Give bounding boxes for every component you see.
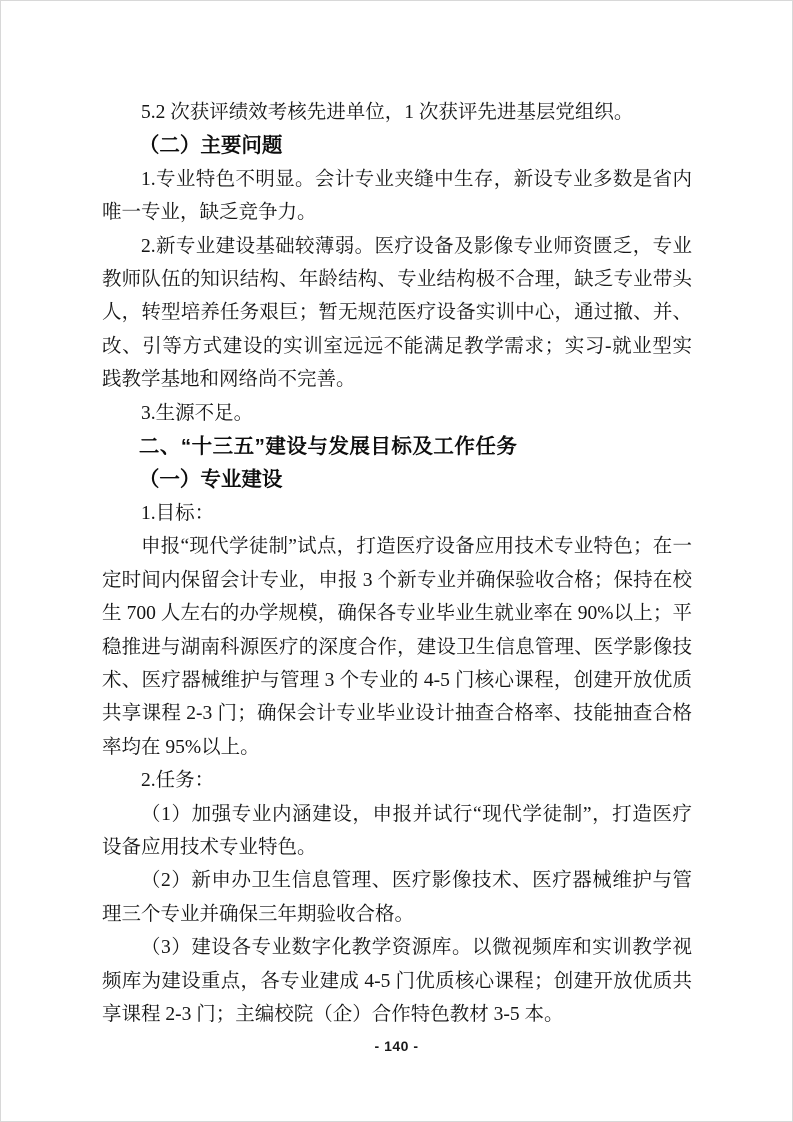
body-paragraph: （2）新申办卫生信息管理、医疗影像技术、医疗器械维护与管理三个专业并确保三年期验收合格。	[102, 870, 692, 925]
body-paragraph: 2.任务：	[141, 770, 215, 792]
body-paragraph: （1）加强专业内涵建设，申报并试行“现代学徒制”，打造医疗设备应用技术专业特色。	[102, 803, 692, 858]
body-paragraph: （3）建设各专业数字化教学资源库。以微视频库和实训教学视频库为建设重点，各专业建成 4-5 门优质核心课程；创建开放优质共享课程 2-3 门；主编校院（企）合作特色教材 3-5 本。	[102, 937, 692, 1025]
body-paragraph: 申报“现代学徒制”试点，打造医疗设备应用技术专业特色；在一定时间内保留会计专业，申报 3 个新专业并确保验收合格；保持在校生 700 人左右的办学规模，确保各专业毕业生就业率在 90%以上；平稳推进与湖南科源医疗的深度合作，建设卫生信息管理、医学影像技术、医疗器械维护与管理 3 个专业的 4-5 门核心课程，创建开放优质共享课程 2-3 门；确保会计专业毕业设计抽查合格率、技能抽查合格率均在 95%以上。	[102, 536, 692, 758]
body-paragraph: 5.2 次获评绩效考核先进单位，1 次获评先进基层党组织。	[141, 102, 634, 123]
body-paragraph: 1.专业特色不明显。会计专业夹缝中生存，新设专业多数是省内唯一专业，缺乏竞争力。	[102, 168, 692, 224]
document-body	[102, 96, 692, 1031]
footer-page-number: - 140 -	[374, 1038, 419, 1054]
section-heading: （一）专业建设	[138, 468, 283, 492]
body-paragraph: 1.目标：	[141, 502, 215, 524]
body-paragraph: 2.新专业建设基础较薄弱。医疗设备及影像专业师资匮乏，专业教师队伍的知识结构、年龄结构、专业结构极不合理，缺乏专业带头人，转型培养任务艰巨；暂无规范医疗设备实训中心，通过撤、并、改、引等方式建设的实训室远远不能满足教学需求；实习-就业型实践教学基地和网络尚不完善。	[102, 235, 692, 391]
section-heading: （二）主要问题	[138, 134, 283, 158]
body-paragraph: 3.生源不足。	[141, 402, 254, 424]
chapter-heading: 二、“十三五”建设与发展目标及工作任务	[138, 435, 518, 459]
